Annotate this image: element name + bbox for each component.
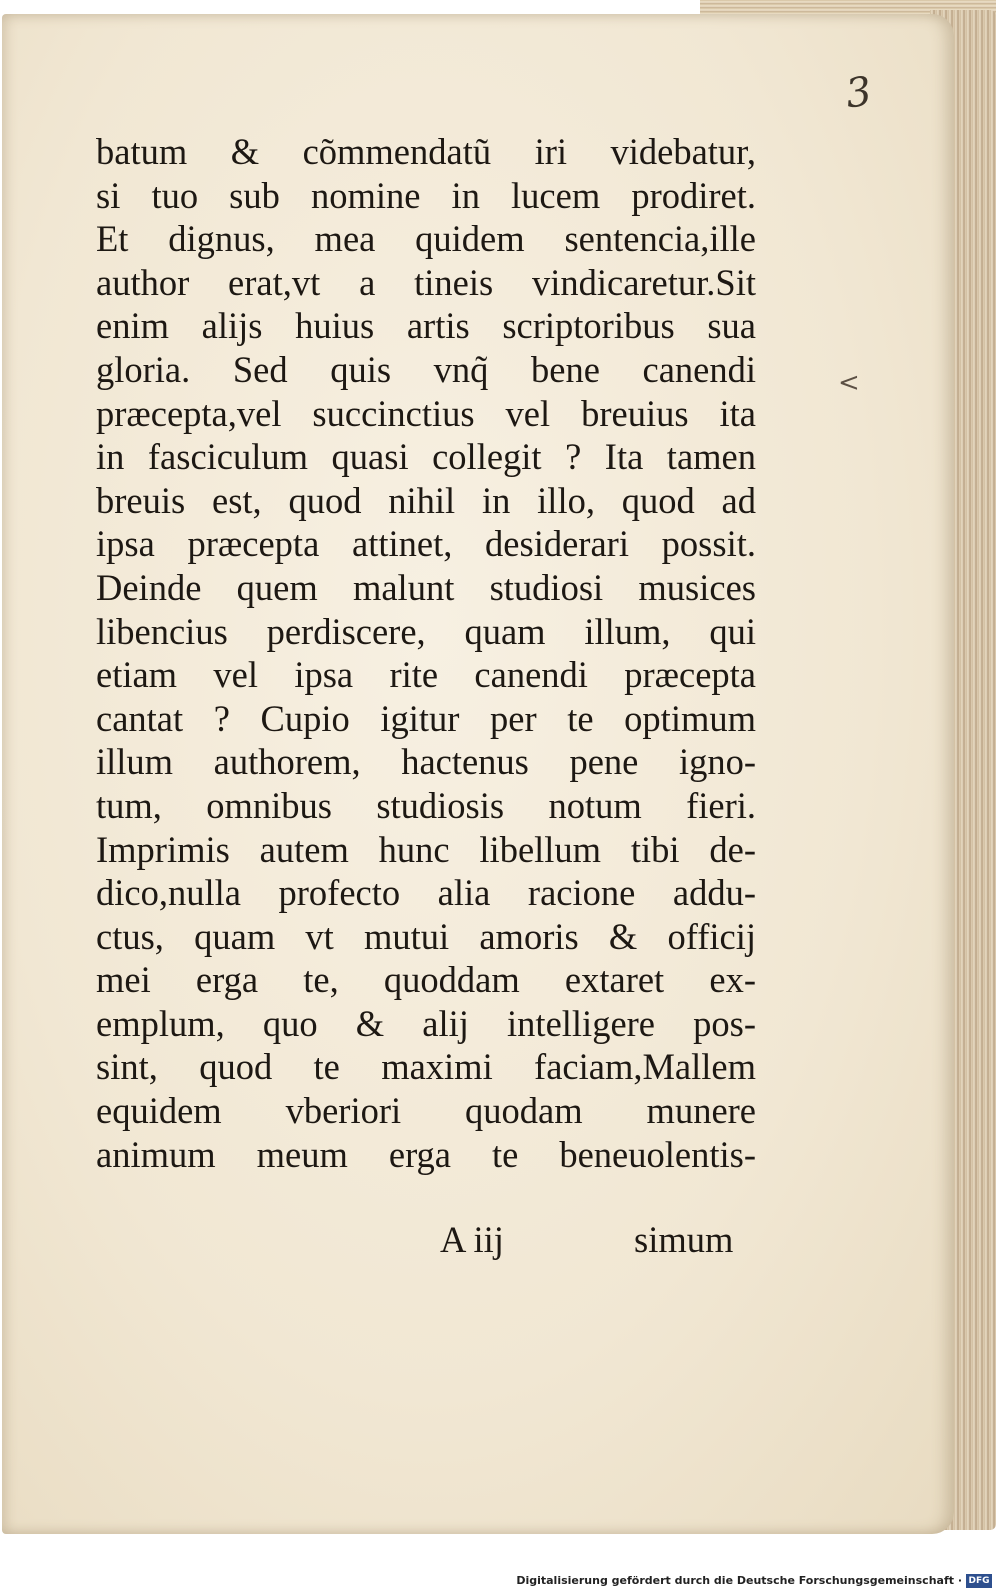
margin-mark: < [838,368,860,398]
text-line: Imprimis autem hunc libellum tibi de- [96,828,756,870]
text-line: libencius perdiscere, quam illum, qui [96,610,756,652]
text-line: Et dignus, mea quidem sentencia,ille [96,218,756,260]
text-line: præcepta,vel succinctius vel breuius ita [96,392,756,434]
text-line: sint, quod te maximi faciam,Mallem [96,1046,756,1088]
text-line: emplum, quo & aliј intelligere pos- [96,1002,756,1044]
dfg-logo-icon: DFG [966,1574,992,1588]
text-line: gloria. Sed quis vnq̃ bene canendi [96,348,756,390]
text-line: breuis est, quod nihil in illo, quod ad [96,479,756,521]
text-line: cantat ? Cupio igitur per te optimum [96,697,756,739]
text-line: illum authorem, hactenus pene igno- [96,741,756,783]
text-line: ctus, quam vt mutui amoris & officij [96,915,756,957]
text-line: etiam vel ipsa rite canendi præcepta [96,654,756,696]
text-line: enim aliјs huius artis scriptoribus sua [96,305,756,347]
text-line: ipsa præcepta attinet, desiderari possit. [96,523,756,565]
text-line: tum, omnibus studiosis notum fieri. [96,784,756,826]
body-text [96,130,756,1176]
text-line: equidem vberiori quodam munere [96,1090,756,1132]
digitization-credit: Digitalisierung gefördert durch die Deutsche Forschungsgemeinschaft · [516,1574,962,1587]
text-line: dico,nulla profecto alia racione addu- [96,872,756,914]
text-line: si tuo sub nomine in lucem prodiret. [96,174,756,216]
text-line: mei erga te, quoddam extaret ex- [96,959,756,1001]
catchword: simum [634,1219,734,1260]
text-line: batum & cõmmendatũ iri videbatur, [96,131,756,172]
folio-number: 3 [842,68,875,118]
text-line: author erat,vt a tineis vindicaretur.Sit [96,261,756,303]
text-line: Deinde quem malunt studiosi musices [96,566,756,608]
text-line: in fasciculum quasi collegit ? Ita tamen [96,436,756,478]
text-line: animum meum erga te beneuolentis- [96,1133,756,1175]
signature-mark: A iij [440,1219,504,1260]
